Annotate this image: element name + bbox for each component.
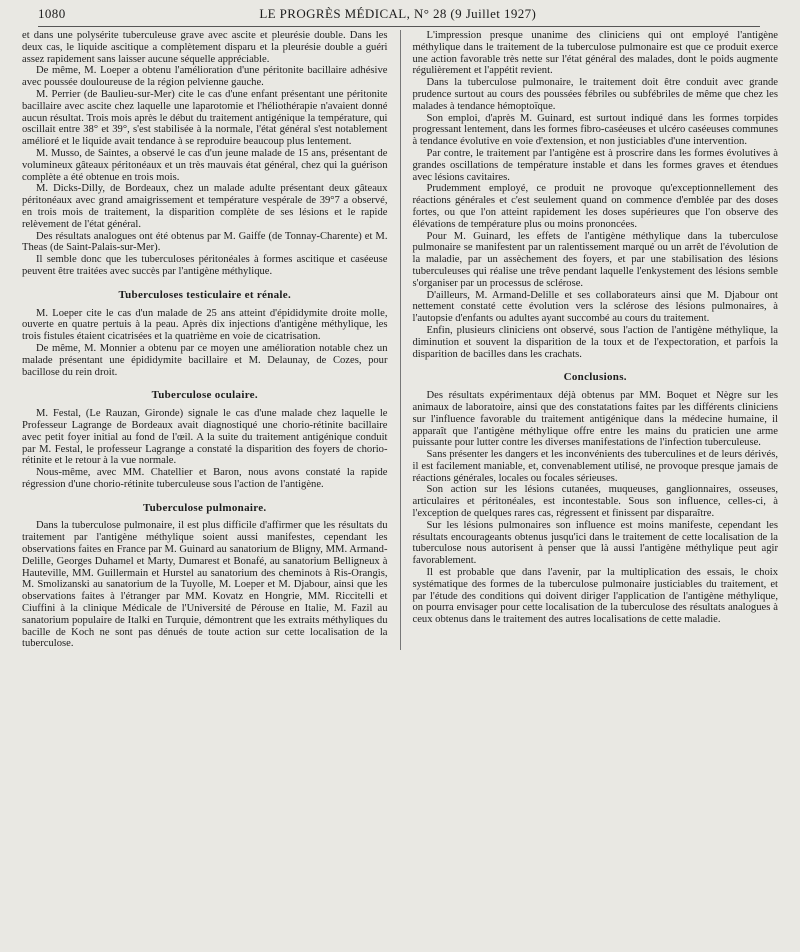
paragraph: Sans présenter les dangers et les inconvénients des tuberculines et de leurs dérivés, il est facilement maniable, et, convenablement utilisé, ne provoque presque jamais de réactions générales, locales ou focales sérieuses.: [412, 449, 778, 484]
paragraph: Nous-même, avec MM. Chatellier et Baron, nous avons constaté la rapide régression d'une chorio-rétinite tuberculeuse sous l'action de l'antigène.: [22, 467, 388, 490]
text-columns: [22, 30, 778, 650]
paragraph: Dans la tuberculose pulmonaire, il est plus difficile d'affirmer que les résultats du traitement par l'antigène méthylique soient aussi manifestes, cependant les observations faites en France par M. Guinard au sanatorium de Bligny, MM. Armand-Delille, Georges Duhamel et Marty, Dumarest et Bonafé, au sanatorium Belligneux à Hauteville, MM. Guillermain et Hurstel au sanatorium des cheminots à Ris-Orangis, M. Smolizanski au sanatorium de la Tuyolle, M. Loeper et M. Djabour, ainsi que les observations faites à l'étranger par MM. Kovatz en Hongrie, MM. Riccitelli et Ciuffini à la clinique Médicale de l'Université de Pérouse en Italie, M. Fazil au sanatorium populaire de Italki en Turquie, démontrent que les extraits méthyliques du bacille de Koch ne sont pas dénués de toute action sur cette localisation de la tuberculose.: [22, 520, 388, 650]
paragraph: Des résultats analogues ont été obtenus par M. Gaiffe (de Tonnay-Charente) et M. Theas (de Saint-Palais-sur-Mer).: [22, 230, 388, 254]
section-heading: Tuberculoses testiculaire et rénale.: [118, 288, 292, 301]
journal-title: LE PROGRÈS MÉDICAL, N° 28 (9 Juillet 1927): [259, 6, 537, 21]
paragraph: M. Dicks-Dilly, de Bordeaux, chez un malade adulte présentant deux gâteaux péritonéaux avec grand amaigrissement et température vespérale de 39°7 a observé, en trois mois de traitement, la disparition complète de ses lésions et le rapide relèvement de l'état général.: [22, 183, 388, 230]
paragraph: D'ailleurs, M. Armand-Delille et ses collaborateurs ainsi que M. Djabour ont nettement constaté cette évolution vers la sclérose des lésions pulmonaires, à l'autopsie d'enfants ou adultes ayant succombé au cours du traitement.: [412, 289, 778, 325]
paragraph: M. Perrier (de Baulieu-sur-Mer) cite le cas d'une enfant présentant une péritonite bacillaire avec ascite chez laquelle une laparotomie et l'héliothérapie n'avaient donné aucun résultat. Trois mois après le début du traitement antigénique la température, qui oscillait entre 38° et 39°, s'est stabilisée à la normale, l'état général s'est notablement amélioré et le liquide avait tendance à se reproduire beaucoup plus lentement.: [22, 88, 388, 148]
paragraph: Prudemment employé, ce produit ne provoque qu'exceptionnellement des réactions générales et c'est seulement quand on commence d'emblée par des doses fortes, ou que l'on atteint rapidement les doses supérieures que l'on observe des élévations de température plus ou moins prononcées.: [412, 183, 778, 230]
paragraph: Son action sur les lésions cutanées, muqueuses, ganglionnaires, osseuses, articulaires et péritonéales, est incontestable. Sous son influence, celles-ci, à l'exception de quelques rares cas, régressent et finissent par disparaître.: [412, 484, 778, 520]
paragraph: M. Festal, (Le Rauzan, Gironde) signale le cas d'une malade chez laquelle le Professeur Lagrange de Bordeaux avait diagnostiqué une chorio-rétinite bacillaire avec petit foyer initial au fond de l'œil. A la suite du traitement antigénique conduit par M. Festal, le professeur Lagrange a constaté la disparition des foyers de chorio-rétinite et le retour à la vue normale.: [22, 408, 388, 467]
paragraph: et dans une polysérite tuberculeuse grave avec ascite et pleurésie double. Dans les deux cas, le liquide ascitique a complètement disparu et la pleurésie double a guéri assez rapidement sans laisser aucune séquelle appréciable.: [22, 30, 388, 65]
paragraph: M. Loeper cite le cas d'un malade de 25 ans atteint d'épididymite droite molle, ouverte en quatre pertuis à la peau. Après dix injections d'antigène méthylique, les trois fistules étaient cicatrisées et la quatrième en voie de cicatrisation.: [22, 307, 388, 343]
paragraph: M. Musso, de Saintes, a observé le cas d'un jeune malade de 15 ans, présentant de volumineux gâteaux péritonéaux et un très mauvais état général, chez qui la guérison complète a été obtenue en trois mois.: [22, 147, 388, 183]
paragraph: De même, M. Loeper a obtenu l'amélioration d'une péritonite bacillaire adhésive avec poussée douloureuse de la région pelvienne gauche.: [22, 65, 388, 89]
running-head: [38, 6, 760, 27]
section-heading: Tuberculose oculaire.: [151, 389, 258, 402]
right-column: [400, 30, 779, 650]
paragraph: Dans la tuberculose pulmonaire, le traitement doit être conduit avec grande prudence surtout au cours des poussées fébriles ou subfébriles de même que chez les malades à tendance hémoptoïque.: [412, 77, 778, 112]
paragraph: Enfin, plusieurs cliniciens ont observé, sous l'action de l'antigène méthylique, la diminution et souvent la disparition de la toux et de l'expectoration, et parfois la disparition de bacilles dans les crachats.: [412, 324, 778, 360]
paragraph: Sur les lésions pulmonaires son influence est moins manifeste, cependant les résultats encourageants obtenus jusqu'ici dans le traitement de cette localisation de la tuberculose nous autorisent à penser que là aussi l'antigène méthylique peut agir favorablement.: [412, 519, 778, 567]
paragraph: L'impression presque unanime des cliniciens qui ont employé l'antigène méthylique dans le traitement de la tuberculose pulmonaire est que ce produit exerce une action favorable très nette sur l'état général des malades, dont le poids augmente régulièrement et l'appétit revient.: [412, 30, 778, 77]
page-number: 1080: [38, 6, 66, 21]
section-heading: Conclusions.: [563, 371, 627, 384]
paragraph: De même, M. Monnier a obtenu par ce moyen une amélioration notable chez un malade présentant une épididymite bacillaire et M. Delaunay, de Cozes, pour bacillose du rein droit.: [22, 342, 388, 378]
paragraph: Des résultats expérimentaux déjà obtenus par MM. Boquet et Nègre sur les animaux de laboratoire, ainsi que des constatations faites par les différents cliniciens sur l'influence favorable du traitement antigénique dans la médecine humaine, il apparaît que l'antigène méthylique offre entre les mains du praticien une arme puissante pour lutter contre les diverses manifestations de l'infection tuberculeuse.: [412, 390, 778, 449]
section-heading: Tuberculose pulmonaire.: [143, 501, 267, 514]
paragraph: Par contre, le traitement par l'antigène est à proscrire dans les formes évolutives à grandes oscillations de température instable et dans les formes graves et étendues avec lésions cavitaires.: [412, 147, 778, 183]
paragraph: Il est probable que dans l'avenir, par la multiplication des essais, le choix systématique des formes de la tuberculose pulmonaire justiciables du traitement, et par l'étude des conditions qui doivent diriger l'application de l'antigène méthylique, on pourra envisager pour cette localisation de la tuberculose des résultats analogues à ceux obtenus dans le traitement des autres localisations de cette maladie.: [412, 567, 778, 626]
left-column: [22, 30, 400, 650]
paragraph: Il semble donc que les tuberculoses péritonéales à formes ascitique et caséeuse peuvent être traitées avec succès par l'antigène méthylique.: [22, 254, 388, 277]
paragraph: Son emploi, d'après M. Guinard, est surtout indiqué dans les formes torpides progressant lentement, dans les formes fibro-caséeuses et ulcéro caséeuses communes à tendance évolutive en voie d'extension, et non justiciables d'une intervention.: [412, 112, 778, 148]
paragraph: Pour M. Guinard, les effets de l'antigène méthylique dans la tuberculose pulmonaire se manifestent par un ralentissement marqué ou un arrêt de l'évolution de la maladie, par un assèchement des foyers, et par une stabilisation des lésions tuberculeuses qui réalise une trêve pendant laquelle l'enkystement des lésions semble s'organiser par un processus de sclérose.: [412, 230, 778, 289]
